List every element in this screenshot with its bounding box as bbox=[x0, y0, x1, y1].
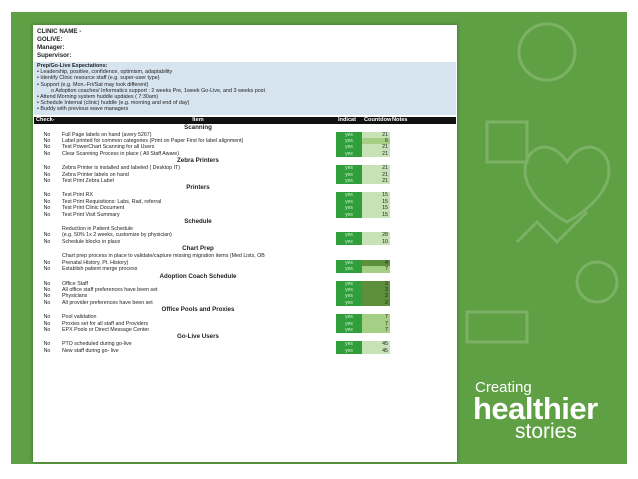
check-cell[interactable]: No bbox=[43, 205, 51, 212]
expectations-title: Prep/Go-Live Expectations: bbox=[37, 63, 108, 69]
item-cell: EPX Pools or Direct Message Center bbox=[62, 326, 150, 333]
section-title: Adoption Coach Schedule bbox=[159, 272, 237, 280]
item-cell: Schedule blocks in place bbox=[62, 238, 121, 245]
section-spacer bbox=[336, 273, 456, 281]
manager-label: Manager: bbox=[37, 44, 65, 51]
check-cell[interactable]: No bbox=[43, 299, 51, 306]
check-cell[interactable]: No bbox=[43, 314, 51, 321]
checklist-table bbox=[34, 117, 456, 355]
expectation-item: • Schedule Internal (clinic) huddle (e.g. morning and end of day) bbox=[37, 100, 190, 107]
item-cell: Test Print Clinic Document bbox=[62, 205, 125, 212]
section-spacer bbox=[34, 273, 60, 281]
item-cell: Zebra Printer labels on hand bbox=[62, 171, 129, 178]
item-cell: PTO scheduled during go-live bbox=[62, 341, 132, 348]
column-header-notes: Notes bbox=[390, 117, 456, 124]
item-cell: Chart prep process in place to validate/capture missing migration items (Med Lists, OB bbox=[62, 253, 265, 260]
item-cell: Test PowerChart Scanning for all Users bbox=[62, 144, 155, 151]
column-header-indicator: Indicat bbox=[336, 117, 362, 124]
countdown-cell: 45 bbox=[362, 341, 390, 347]
item-cell: All office staff preferences have been set bbox=[62, 286, 158, 293]
golive-label: GOLIVE: bbox=[37, 36, 63, 43]
table-body bbox=[34, 124, 456, 355]
countdown-cell: 7 bbox=[362, 266, 390, 272]
indicator-cell: yes bbox=[336, 260, 362, 266]
section-header-row bbox=[34, 157, 456, 165]
indicator-cell: yes bbox=[336, 178, 362, 184]
item-cell: Establish patient merge process bbox=[62, 266, 138, 273]
section-title: Printers bbox=[186, 184, 210, 192]
countdown-cell: 21 bbox=[362, 172, 390, 178]
indicator-cell: yes bbox=[336, 144, 362, 150]
countdown-cell: 7 bbox=[362, 321, 390, 327]
section-spacer bbox=[34, 157, 60, 165]
check-cell[interactable]: No bbox=[43, 232, 51, 239]
expectation-item: • Buddy with previous wave managers bbox=[37, 106, 129, 113]
expectation-item: • Identify Clinic resource staff (e.g. super-user type) bbox=[37, 75, 160, 82]
item-cell: Reduction in Patient Schedule bbox=[62, 226, 133, 233]
checklist-spreadsheet bbox=[33, 25, 457, 462]
table-header-row bbox=[34, 117, 456, 124]
indicator-cell: yes bbox=[336, 165, 362, 171]
indicator-cell: yes bbox=[336, 281, 362, 287]
check-cell[interactable]: No bbox=[43, 171, 51, 178]
indicator-cell: yes bbox=[336, 151, 362, 157]
item-cell: Test Print Zebra Label bbox=[62, 178, 114, 185]
slide bbox=[11, 12, 627, 464]
expectation-subitem: o Adoption coaches/ Informatics support : 2 weeks Pre, 1week Go-Live, and 3 weeks post bbox=[51, 87, 265, 94]
table-row bbox=[34, 348, 456, 354]
indicator-cell: yes bbox=[336, 348, 362, 354]
section-title: Go-Live Users bbox=[177, 333, 219, 341]
section-spacer bbox=[336, 184, 456, 192]
column-header-countdown: Countdow bbox=[364, 117, 392, 124]
item-cell: Proxies set for all staff and Providers bbox=[62, 320, 149, 327]
section-spacer bbox=[34, 245, 60, 253]
check-cell[interactable]: No bbox=[43, 178, 51, 185]
clinic-name: CLINIC NAME - bbox=[37, 28, 82, 35]
countdown-cell: 2 bbox=[362, 300, 390, 306]
countdown-cell: 7 bbox=[362, 314, 390, 320]
section-spacer bbox=[34, 184, 60, 192]
countdown-cell: 10 bbox=[362, 239, 390, 245]
countdown-cell: 45 bbox=[362, 348, 390, 354]
item-cell: All provider preferences have been set bbox=[62, 299, 153, 306]
check-cell[interactable]: No bbox=[43, 347, 51, 354]
section-spacer bbox=[34, 333, 60, 341]
brand-line-stories: stories bbox=[515, 420, 577, 443]
check-cell[interactable]: No bbox=[43, 238, 51, 245]
brand-logo bbox=[473, 380, 598, 442]
section-header-row bbox=[34, 218, 456, 226]
check-cell[interactable]: No bbox=[43, 266, 51, 273]
check-cell[interactable]: No bbox=[43, 286, 51, 293]
indicator-cell: yes bbox=[336, 321, 362, 327]
section-title: Office Pools and Proxies bbox=[161, 306, 235, 314]
countdown-cell: 15 bbox=[362, 212, 390, 218]
expectation-item: • Leadership, positive, confidence, optimism, adaptability bbox=[37, 69, 173, 76]
indicator-cell: yes bbox=[336, 300, 362, 306]
indicator-cell: yes bbox=[336, 205, 362, 211]
section-header-row bbox=[34, 245, 456, 253]
check-cell[interactable]: No bbox=[43, 293, 51, 300]
countdown-cell: 2 bbox=[362, 281, 390, 287]
countdown-cell: 21 bbox=[362, 151, 390, 157]
item-cell: Office Staff bbox=[62, 280, 89, 287]
item-cell: Test Print Requisitions: Labs, Rad, referral bbox=[62, 198, 162, 205]
indicator-cell: yes bbox=[336, 266, 362, 272]
item-cell: Physicians bbox=[62, 293, 88, 300]
item-cell: Zebra Printer is installed and labeled ( Desktop IT) bbox=[62, 165, 181, 172]
indicator-cell: yes bbox=[336, 341, 362, 347]
supervisor-label: Supervisor: bbox=[37, 52, 72, 59]
section-header-row bbox=[34, 306, 456, 314]
indicator-cell: yes bbox=[336, 327, 362, 333]
section-spacer bbox=[336, 245, 456, 253]
section-header-row bbox=[34, 333, 456, 341]
check-cell[interactable]: No bbox=[43, 131, 51, 138]
section-header-row bbox=[34, 273, 456, 281]
section-header-row bbox=[34, 124, 456, 132]
countdown-cell: 28 bbox=[362, 232, 390, 238]
expectation-item: • Support (e.g. Mon.-Fri/Sat may look different) bbox=[37, 81, 149, 88]
countdown-cell: 15 bbox=[362, 205, 390, 211]
item-cell: Pool validation bbox=[62, 314, 97, 321]
check-cell[interactable]: No bbox=[43, 165, 51, 172]
check-cell[interactable]: No bbox=[43, 150, 51, 157]
check-cell[interactable]: No bbox=[43, 280, 51, 287]
indicator-cell: yes bbox=[336, 138, 362, 144]
indicator-cell: yes bbox=[336, 232, 362, 238]
expectations-box bbox=[34, 62, 456, 115]
item-cell: Full Page labels on hand (avery 5267) bbox=[62, 131, 152, 138]
column-header-check: Check- bbox=[34, 117, 60, 124]
indicator-cell: yes bbox=[336, 293, 362, 299]
countdown-cell: 2 bbox=[362, 287, 390, 293]
item-cell: Clear Scanning Process in place ( All Staff Aware) bbox=[62, 150, 179, 157]
countdown-cell: 6 bbox=[362, 138, 390, 144]
countdown-cell: 21 bbox=[362, 165, 390, 171]
countdown-cell: 15 bbox=[362, 192, 390, 198]
check-cell[interactable]: No bbox=[43, 192, 51, 199]
item-cell: New staff during go- live bbox=[62, 347, 119, 354]
countdown-cell: 2 bbox=[362, 293, 390, 299]
check-cell[interactable]: No bbox=[43, 198, 51, 205]
section-title: Chart Prep bbox=[182, 245, 214, 253]
indicator-cell: yes bbox=[336, 192, 362, 198]
section-spacer bbox=[336, 124, 456, 132]
countdown-cell: 21 bbox=[362, 144, 390, 150]
indicator-cell: yes bbox=[336, 212, 362, 218]
brand-line-creating: Creating bbox=[475, 379, 532, 396]
section-spacer bbox=[34, 218, 60, 226]
column-header-item: Item bbox=[60, 117, 336, 124]
check-cell[interactable]: No bbox=[43, 211, 51, 218]
countdown-cell: 21 bbox=[362, 178, 390, 184]
indicator-cell: yes bbox=[336, 239, 362, 245]
item-cell: Label printed for common categories (Print on Paper First for label alignment) bbox=[62, 138, 244, 145]
check-cell[interactable]: No bbox=[43, 138, 51, 145]
brand-line-healthier: healthier bbox=[473, 391, 598, 426]
notes-cell[interactable] bbox=[390, 348, 456, 354]
indicator-cell: yes bbox=[336, 287, 362, 293]
section-spacer bbox=[336, 306, 456, 314]
section-spacer bbox=[336, 218, 456, 226]
countdown-cell: 15 bbox=[362, 199, 390, 205]
check-cell[interactable]: No bbox=[43, 320, 51, 327]
check-cell[interactable]: No bbox=[43, 341, 51, 348]
indicator-cell: yes bbox=[336, 172, 362, 178]
section-title: Schedule bbox=[184, 218, 212, 226]
indicator-cell: yes bbox=[336, 199, 362, 205]
item-cell: (e.g. 50% 1x 2 weeks, customize by physician) bbox=[62, 232, 172, 239]
section-spacer bbox=[336, 333, 456, 341]
header-block bbox=[33, 25, 457, 60]
countdown-cell: 4 bbox=[362, 260, 390, 266]
section-spacer bbox=[34, 306, 60, 314]
section-spacer bbox=[336, 157, 456, 165]
item-cell: Prenatal History, Pt. History) bbox=[62, 259, 129, 266]
section-spacer bbox=[34, 124, 60, 132]
countdown-cell: 7 bbox=[362, 327, 390, 333]
check-cell[interactable]: No bbox=[43, 144, 51, 151]
check-cell[interactable]: No bbox=[43, 326, 51, 333]
section-title: Scanning bbox=[184, 123, 212, 131]
item-cell: Test Print Visit Summary bbox=[62, 211, 120, 218]
section-title: Zebra Printers bbox=[177, 157, 219, 165]
section-header-row bbox=[34, 184, 456, 192]
expectation-item: • Attend Morning system huddle updates ( 7:30am) bbox=[37, 94, 159, 101]
countdown-cell: 21 bbox=[362, 132, 390, 138]
indicator-cell: yes bbox=[336, 314, 362, 320]
indicator-cell: yes bbox=[336, 132, 362, 138]
item-cell: Test Print RX bbox=[62, 192, 93, 199]
check-cell[interactable]: No bbox=[43, 259, 51, 266]
